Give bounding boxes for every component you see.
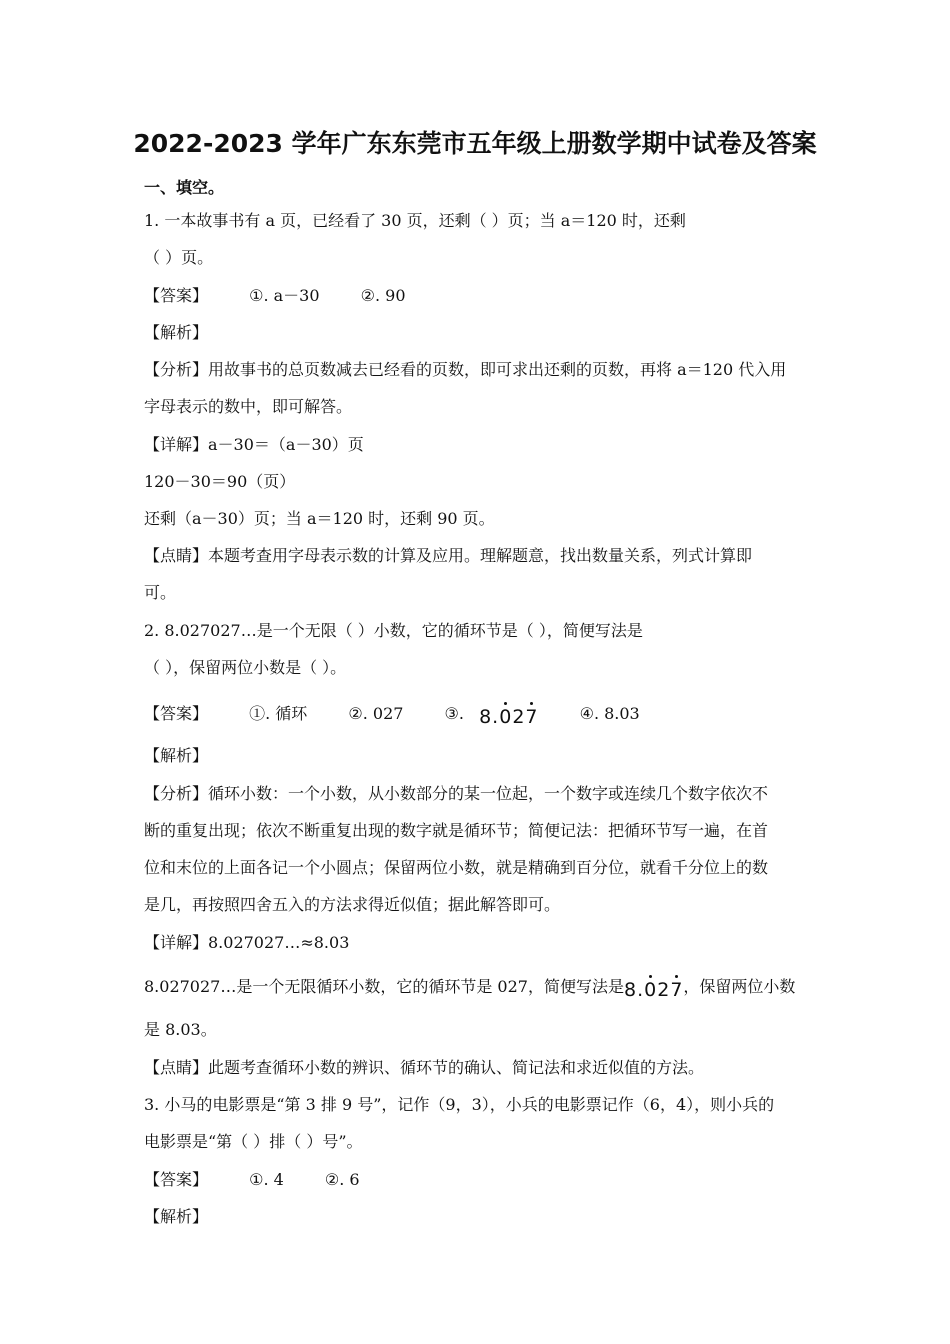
answer-item: ②. 027 [348,704,404,723]
recurring-digit-dotted: 7 [670,979,684,1001]
detail-text: 8.027027…是一个无限循环小数，它的循环节是 027，简便写法是 [144,977,624,996]
q1-text-line2: （ ）页。 [144,248,214,267]
q1-detail-line2: 120－30＝90（页） [144,472,296,491]
detail-text: ，保留两位小数 [683,977,796,996]
recurring-digit: 2 [512,706,526,728]
q2-detail-line1: 【详解】8.027027…≈8.03 [144,933,350,952]
q2-answer [144,702,814,728]
q1-analysis-line2: 字母表示的数中，即可解答。 [144,397,353,416]
recurring-decimal [479,706,538,728]
q1-jiexi: 【解析】 [144,323,209,342]
answer-tag: 【答案】 [144,286,209,305]
q1-comment-line2: 可。 [144,583,177,602]
answer-tag: 【答案】 [144,704,209,723]
q1-comment-line1: 【点睛】本题考查用字母表示数的计算及应用。理解题意，找出数量关系，列式计算即 [144,546,753,565]
q1-detail-line3: 还剩（a－30）页；当 a＝120 时，还剩 90 页。 [144,509,495,528]
q2-comment-line1: 【点睛】此题考查循环小数的辨识、循环节的确认、简记法和求近似值的方法。 [144,1058,705,1077]
q3-text-line1: 3. 小马的电影票是“第 3 排 9 号”，记作（9，3），小兵的电影票记作（6，4），则小兵的 [144,1095,775,1114]
q2-analysis-line2: 断的重复出现；依次不断重复出现的数字就是循环节；简便记法：把循环节写一遍，在首 [144,821,769,840]
page-title: 2022-2023 学年广东东莞市五年级上册数学期中试卷及答案 [133,129,817,158]
q3-text-line2: 电影票是“第（ ）排（ ）号”。 [144,1132,363,1151]
answer-item: ①. 循环 [249,704,308,723]
q2-text-line1: 2. 8.027027…是一个无限（ ）小数，它的循环节是（ ），简便写法是 [144,621,643,640]
q2-jiexi: 【解析】 [144,746,209,765]
answer-item: ③. [444,704,464,723]
q1-text-line1: 1. 一本故事书有 a 页，已经看了 30 页，还剩（ ）页；当 a＝120 时，还剩 [144,211,686,230]
recurring-digit-dotted: 0 [499,706,513,728]
recurring-int: 8. [479,706,500,728]
recurring-int: 8. [623,979,645,1001]
q2-detail-line2 [144,975,814,1001]
q2-detail-line3: 是 8.03。 [144,1020,217,1039]
answer-tag: 【答案】 [144,1170,209,1189]
recurring-decimal [624,979,683,1001]
q3-answer [144,1169,814,1191]
recurring-digit: 2 [657,979,671,1001]
section-heading: 一、填空。 [144,178,225,197]
q1-detail-line1: 【详解】a－30＝（a－30）页 [144,435,364,454]
answer-item: ①. 4 [249,1170,284,1189]
answer-item: ②. 6 [324,1170,360,1189]
recurring-digit-dotted: 7 [525,706,539,728]
q2-text-line2: （ ），保留两位小数是（ ）。 [144,658,347,677]
q2-analysis-line1: 【分析】循环小数：一个小数，从小数部分的某一位起，一个数字或连续几个数字依次不 [144,784,769,803]
q2-analysis-line3: 位和末位的上面各记一个小圆点；保留两位小数，就是精确到百分位，就看千分位上的数 [144,858,769,877]
q1-answer [144,285,814,307]
q1-analysis-line1: 【分析】用故事书的总页数减去已经看的页数，即可求出还剩的页数，再将 a＝120 代入用 [144,360,787,379]
answer-item: ②. 90 [360,286,406,305]
recurring-digit-dotted: 0 [644,979,658,1001]
q2-analysis-line4: 是几，再按照四舍五入的方法求得近似值；据此解答即可。 [144,895,561,914]
answer-item: ④. 8.03 [579,704,640,723]
q3-jiexi: 【解析】 [144,1207,209,1226]
answer-item: ①. a－30 [249,286,320,305]
